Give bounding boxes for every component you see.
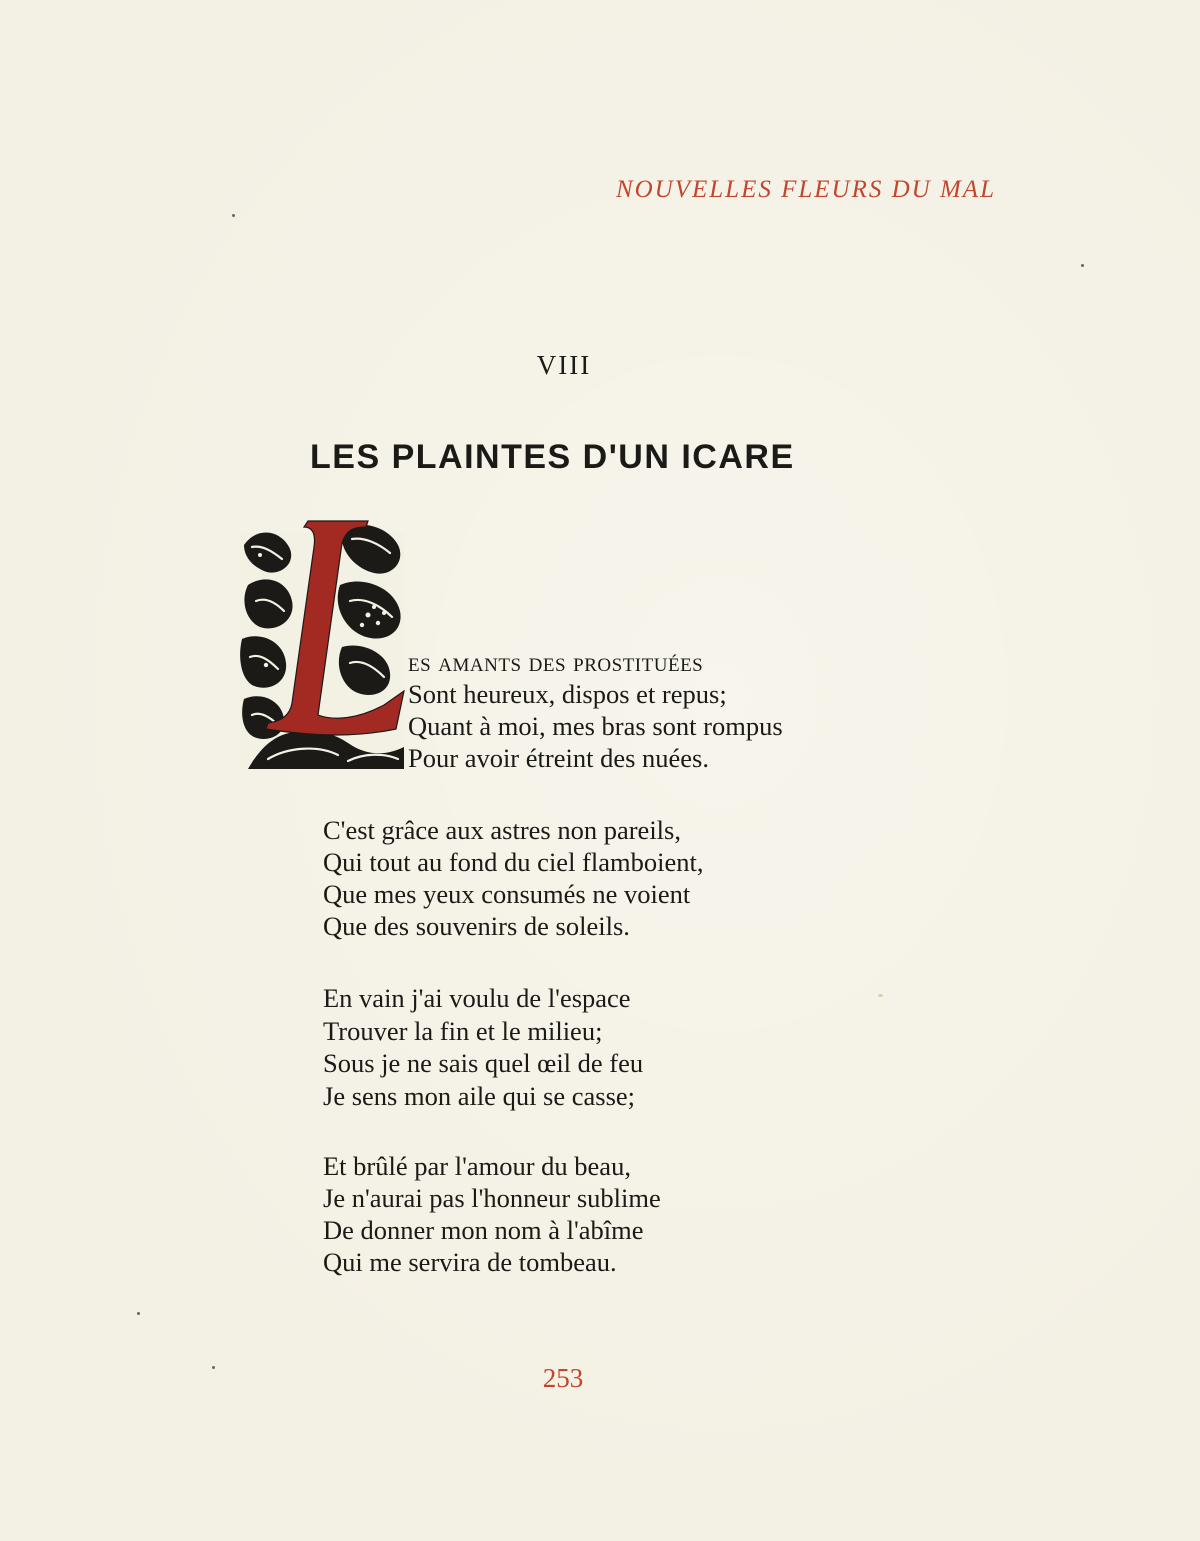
poem-line-2: Sont heureux, dispos et repus; <box>408 679 727 709</box>
paper-speck <box>1081 264 1084 267</box>
poem-number: VIII <box>536 350 592 380</box>
poem-line: Que mes yeux consumés ne voient <box>323 879 691 909</box>
poem-line: En vain j'ai voulu de l'espace <box>323 983 631 1013</box>
stanza-4 <box>323 1150 661 1278</box>
page-number: 253 <box>542 1363 584 1393</box>
poem-line-3: Quant à moi, mes bras sont rompus <box>408 711 783 741</box>
poem-title: LES PLAINTES D'UN ICARE <box>310 438 795 476</box>
poem-line: C'est grâce aux astres non pareils, <box>323 815 681 845</box>
poem-line: Trouver la fin et le milieu; <box>323 1015 603 1046</box>
decorated-drop-cap <box>238 515 406 771</box>
poem-line: Je sens mon aile qui se casse; <box>323 1080 636 1111</box>
stanza-2 <box>323 814 704 942</box>
poem-line: Je n'aurai pas l'honneur sublime <box>323 1183 661 1213</box>
paper-speck <box>137 1312 140 1315</box>
poem-line: Que des souvenirs de soleils. <box>323 911 630 941</box>
poem-line: Qui me servira de tombeau. <box>323 1247 617 1277</box>
poem-line: Sous je ne sais quel œil de feu <box>323 1048 644 1078</box>
poem-line: Et brûlé par l'amour du beau, <box>323 1151 631 1181</box>
stanza-1 <box>408 646 783 774</box>
poem-line-4: Pour avoir étreint des nuées. <box>408 743 709 773</box>
poem-line: Qui tout au fond du ciel flamboient, <box>323 847 704 877</box>
poem-line: De donner mon nom à l'abîme <box>323 1215 644 1245</box>
stanza-3 <box>323 982 643 1112</box>
poem-line-1: es amants des prostituées <box>408 647 704 677</box>
paper-speck <box>212 1366 215 1369</box>
paper-speck <box>232 214 235 217</box>
paper-speck <box>878 994 883 997</box>
running-head: NOUVELLES FLEURS DU MAL <box>615 176 996 203</box>
